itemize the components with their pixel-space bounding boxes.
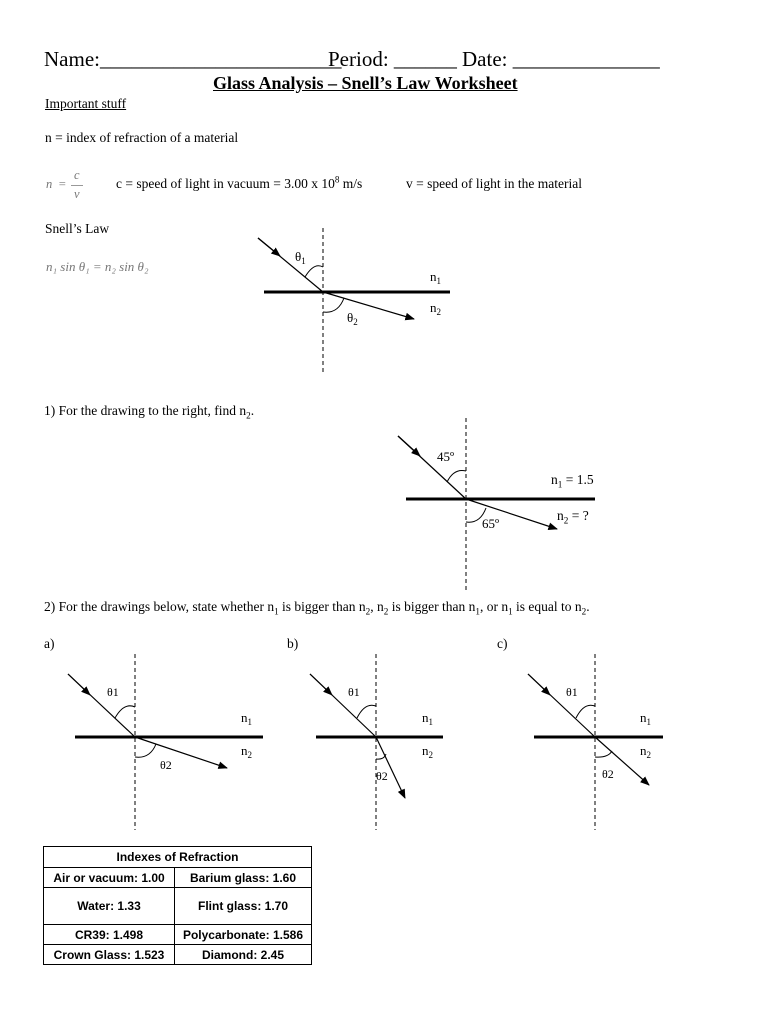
incident-arrow <box>258 238 280 256</box>
table-title: Indexes of Refraction <box>44 847 312 868</box>
c-def-exponent: 8 <box>334 174 340 185</box>
formula-c: c <box>74 168 80 182</box>
theta1-arc <box>576 705 595 718</box>
n2-label: $n_2$ <box>241 743 252 760</box>
question-2-text: 2) For the drawings below, state whether $n_1$ is bigger than $n_2$, $n_2$ is bigger than $n_1$, or $n_1$ is equal to $n_2$. <box>44 599 590 617</box>
c-def-prefix: c = speed of light in vacuum = 3.00 x 10 <box>116 176 335 191</box>
n1-label: $n_1$ <box>430 269 441 286</box>
table-cell: Flint glass: 1.70 <box>175 888 312 925</box>
table-cell: Polycarbonate: 1.586 <box>175 925 312 945</box>
q1-n2-value: $n_2$ = ? <box>557 508 589 526</box>
refraction-index-table <box>43 846 312 965</box>
theta1-arc <box>357 705 376 718</box>
incident-arrow <box>528 674 550 695</box>
table-cell: Water: 1.33 <box>44 888 175 925</box>
fraction-bar <box>71 185 83 186</box>
part-b-diagram <box>300 654 460 832</box>
snells-law-diagram <box>250 228 480 378</box>
name-field-line: Name:_______________________ <box>44 47 342 71</box>
table-cell: CR39: 1.498 <box>44 925 175 945</box>
theta1-arc <box>115 706 135 718</box>
formula-equals: = <box>58 177 67 191</box>
formula-n: n <box>46 177 53 191</box>
table-cell: Barium glass: 1.60 <box>175 868 312 888</box>
theta2-label: $\theta_2$ <box>347 310 358 327</box>
theta1-arc <box>305 266 323 277</box>
date-field-line: Date: ______________ <box>462 47 660 71</box>
c-def-suffix: m/s <box>339 176 363 191</box>
table-row <box>44 868 312 888</box>
table-row <box>44 925 312 945</box>
part-c-label: c) <box>497 636 508 651</box>
table-cell: Crown Glass: 1.523 <box>44 945 175 965</box>
table-row <box>44 888 312 925</box>
snells-law-formula: n₁ sin θ₁ = n₂ sin θ₂ <box>46 259 149 274</box>
n1-label: $n_1$ <box>241 710 252 727</box>
important-heading: Important stuff <box>45 96 127 111</box>
angle2-label: 65º <box>482 516 500 531</box>
q1-n1-value: $n_1 = 1.5$ <box>551 472 594 490</box>
theta1-label: $\theta_1$ <box>295 249 306 266</box>
n2-label: $n_2$ <box>422 743 433 760</box>
angle1-arc <box>447 470 466 482</box>
n-definition: n = index of refraction of a material <box>45 130 239 145</box>
refracted-ray <box>323 292 414 319</box>
theta2-arc <box>595 751 612 757</box>
refracted-ray <box>135 737 227 768</box>
snells-law-label: Snell’s Law <box>45 221 110 236</box>
incident-arrow <box>398 436 420 456</box>
n2-label: $n_2$ <box>640 743 651 760</box>
incident-arrow <box>68 674 90 695</box>
question-1-text: 1) For the drawing to the right, find $n_2$. <box>44 403 255 421</box>
n2-label: $n_2$ <box>430 300 441 317</box>
n1-label: $n_1$ <box>640 710 651 727</box>
theta1-label: θ1 <box>348 685 360 699</box>
table-row <box>44 945 312 965</box>
part-a-label: a) <box>44 636 55 651</box>
n-equals-c-over-v-formula <box>46 168 96 204</box>
theta2-label: θ2 <box>376 769 388 783</box>
part-a-diagram <box>60 654 280 832</box>
angle1-label: 45º <box>437 449 455 464</box>
refracted-ray <box>376 737 405 798</box>
v-definition: v = speed of light in the material <box>406 176 582 191</box>
theta1-label: θ1 <box>107 685 119 699</box>
part-c-diagram <box>520 654 680 832</box>
worksheet-title: Glass Analysis – Snell’s Law Worksheet <box>213 73 518 93</box>
theta2-label: θ2 <box>160 758 172 772</box>
period-field-line: Period: ______ <box>328 47 457 71</box>
n1-label: $n_1$ <box>422 710 433 727</box>
speed-of-light-definition <box>116 176 362 192</box>
theta2-label: θ2 <box>602 767 614 781</box>
refracted-ray <box>466 499 557 529</box>
formula-v: v <box>74 187 80 201</box>
part-b-label: b) <box>287 636 299 651</box>
table-cell: Diamond: 2.45 <box>175 945 312 965</box>
theta2-arc <box>323 298 344 312</box>
theta1-label: θ1 <box>566 685 578 699</box>
table-cell: Air or vacuum: 1.00 <box>44 868 175 888</box>
theta2-arc <box>135 744 156 757</box>
question-1-diagram <box>394 418 624 594</box>
incident-arrow <box>310 674 332 695</box>
